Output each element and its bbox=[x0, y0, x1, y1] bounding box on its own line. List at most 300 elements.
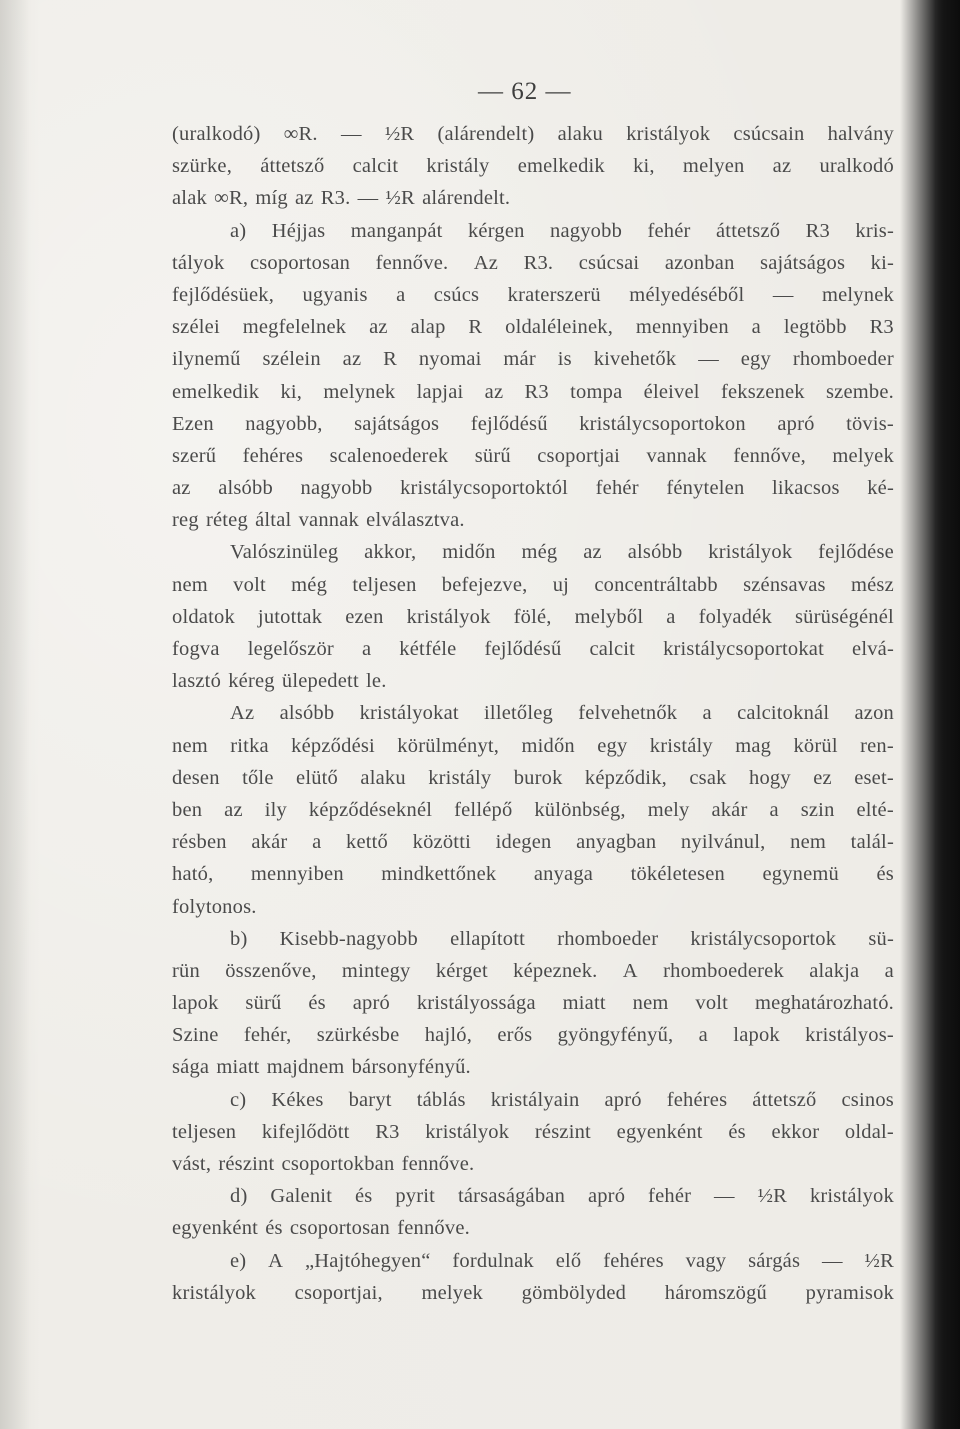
word: alaku bbox=[557, 123, 603, 145]
word: kristályok bbox=[708, 541, 793, 564]
word: kérgen bbox=[467, 219, 525, 242]
word: oldaléleinek, bbox=[505, 316, 614, 339]
word: egy bbox=[597, 734, 628, 757]
word: a bbox=[361, 638, 372, 660]
word: mész bbox=[850, 573, 894, 596]
text-line bbox=[172, 247, 894, 279]
word: apró bbox=[604, 1088, 642, 1111]
word: c) bbox=[230, 1088, 247, 1111]
word: egyenként bbox=[172, 1217, 259, 1240]
text-line bbox=[172, 536, 894, 568]
word: nyilvánul, bbox=[680, 831, 766, 854]
word: „Hajtóhegyen“ bbox=[305, 1249, 431, 1272]
text-line bbox=[172, 601, 894, 633]
word: és bbox=[265, 1217, 283, 1240]
word: szürkésbe bbox=[316, 1024, 400, 1047]
word: csúcsain bbox=[733, 123, 805, 145]
word: a bbox=[751, 316, 761, 339]
word: sága bbox=[172, 1056, 210, 1079]
word: kristályokat bbox=[359, 702, 459, 725]
word: fénytelen bbox=[666, 477, 745, 500]
word: ülepedett bbox=[281, 670, 359, 693]
word: a bbox=[312, 831, 322, 854]
word: ugyanis bbox=[302, 283, 368, 306]
word: A bbox=[622, 959, 638, 982]
word: Galenit bbox=[270, 1185, 333, 1208]
word: nem bbox=[632, 992, 669, 1015]
word: rhomboederek bbox=[663, 959, 784, 982]
word: calcitoknál bbox=[737, 702, 830, 725]
text-line bbox=[172, 1212, 894, 1244]
word: legelőször bbox=[247, 638, 334, 660]
word: az bbox=[342, 348, 362, 371]
text-line bbox=[172, 923, 894, 955]
word: elté- bbox=[856, 798, 894, 821]
word: ilynemű bbox=[172, 348, 241, 371]
text-line bbox=[172, 569, 894, 601]
word: áttetsző bbox=[752, 1088, 817, 1111]
word: kristályok bbox=[172, 1281, 256, 1304]
word: vagy bbox=[685, 1249, 727, 1272]
text-line bbox=[172, 182, 894, 214]
word: ½R bbox=[757, 1185, 788, 1208]
word: ily bbox=[264, 798, 287, 821]
word: áttetsző bbox=[716, 219, 781, 242]
word: oldal- bbox=[844, 1120, 894, 1143]
word: miatt bbox=[216, 1056, 260, 1079]
word: R bbox=[383, 348, 397, 371]
word: csoportjai bbox=[537, 444, 621, 467]
text-line bbox=[172, 730, 894, 762]
word: kristályossága bbox=[416, 992, 536, 1015]
word: az bbox=[772, 155, 792, 178]
word: le. bbox=[366, 670, 387, 693]
word: Szine bbox=[172, 1024, 219, 1047]
word: nem bbox=[172, 573, 208, 596]
word: — bbox=[772, 283, 794, 306]
word: desen bbox=[172, 766, 220, 789]
word: a bbox=[396, 283, 406, 306]
word: társaságában bbox=[457, 1185, 566, 1208]
word: Az bbox=[230, 702, 255, 725]
word: anyagban bbox=[576, 831, 657, 854]
word: ½R bbox=[384, 123, 415, 145]
word: alak bbox=[172, 187, 207, 210]
word: ható, bbox=[172, 863, 214, 886]
word: fölé, bbox=[513, 605, 552, 628]
text-line bbox=[172, 150, 894, 182]
word: vannak bbox=[298, 509, 359, 532]
word: vást, bbox=[172, 1153, 212, 1175]
word: csak bbox=[689, 766, 727, 789]
page-spine-shading bbox=[0, 0, 30, 1429]
word: Héjjas bbox=[271, 219, 326, 242]
word: fehér bbox=[648, 1185, 692, 1208]
word: gömbölyded bbox=[521, 1281, 627, 1304]
word: calcit bbox=[352, 155, 399, 178]
word: erős bbox=[497, 1024, 533, 1047]
word: szélei bbox=[172, 316, 220, 339]
text-line bbox=[172, 504, 894, 536]
word: kétféle bbox=[399, 638, 457, 660]
word: még bbox=[291, 573, 328, 596]
word: rhomboeder bbox=[557, 927, 659, 950]
word: táblás bbox=[416, 1088, 466, 1111]
word: R3. bbox=[320, 187, 351, 210]
word: melynek bbox=[821, 283, 894, 306]
word: tőle bbox=[242, 766, 274, 789]
word: szürke, bbox=[172, 155, 233, 178]
word: szénsavas bbox=[743, 573, 826, 596]
text-line bbox=[172, 633, 894, 665]
text-line bbox=[172, 891, 894, 923]
word: elválasztva. bbox=[366, 509, 465, 532]
word: elütő bbox=[296, 766, 339, 789]
text-line bbox=[172, 1180, 894, 1212]
word: a bbox=[769, 798, 779, 821]
word: sajátságos bbox=[760, 251, 846, 274]
word: alakja bbox=[809, 959, 860, 982]
word: burok bbox=[513, 766, 563, 789]
word: réteg bbox=[205, 509, 248, 532]
word: alap bbox=[410, 316, 446, 339]
word: ké- bbox=[867, 477, 894, 500]
word: R3 bbox=[375, 1120, 400, 1143]
text-line bbox=[172, 343, 894, 375]
word: akár bbox=[711, 798, 748, 821]
word: kettő bbox=[346, 831, 389, 854]
word: (alárendelt) bbox=[437, 123, 535, 145]
word: lasztó bbox=[172, 670, 222, 693]
text-line bbox=[172, 279, 894, 311]
word: szin bbox=[800, 798, 835, 821]
word: kristály bbox=[428, 766, 492, 789]
word: mélyedéséből bbox=[629, 283, 745, 306]
word: képződik, bbox=[584, 766, 667, 789]
word: legtöbb bbox=[783, 316, 847, 339]
word: elvá- bbox=[852, 638, 894, 660]
word: tompa bbox=[570, 380, 623, 403]
word: miatt bbox=[562, 992, 606, 1015]
word: midőn bbox=[442, 541, 496, 564]
word: melyből bbox=[574, 605, 644, 628]
word: sürű bbox=[474, 444, 511, 467]
word: uralkodó bbox=[819, 155, 894, 178]
word: a bbox=[698, 1024, 708, 1047]
word: lapjai bbox=[416, 380, 464, 403]
word: kristályok bbox=[425, 1120, 510, 1143]
word: csoportosan bbox=[289, 1217, 391, 1240]
word: ezen bbox=[345, 605, 384, 628]
word: ekkor bbox=[771, 1120, 820, 1143]
word: egy bbox=[740, 348, 771, 371]
word: kraterszerü bbox=[507, 283, 601, 306]
word: mennyiben bbox=[250, 863, 344, 886]
word: alsóbb bbox=[627, 541, 683, 564]
word: ellapított bbox=[450, 927, 526, 950]
word: befejezve, bbox=[441, 573, 528, 596]
text-line bbox=[172, 215, 894, 247]
word: a bbox=[702, 702, 712, 725]
word: fennőve. bbox=[397, 1217, 470, 1240]
word: és bbox=[876, 863, 894, 886]
word: (uralkodó) bbox=[172, 123, 261, 145]
word: ½R bbox=[385, 187, 415, 210]
word: Ezen bbox=[172, 412, 214, 435]
word: kristálycsoportoktól bbox=[400, 477, 569, 500]
word: fellépő bbox=[454, 798, 513, 821]
word: nagyobb bbox=[550, 219, 623, 242]
word: tövis- bbox=[846, 412, 894, 435]
word: még bbox=[521, 541, 558, 564]
word: sürüségénél bbox=[794, 605, 894, 628]
word: reg bbox=[172, 509, 199, 532]
word: fogva bbox=[172, 638, 220, 660]
word: mennyiben bbox=[635, 316, 729, 339]
word: egynemü bbox=[762, 863, 840, 886]
word: ki, bbox=[280, 380, 303, 403]
word: R3. bbox=[523, 251, 554, 274]
word: kris- bbox=[855, 219, 894, 242]
word: csoportosan bbox=[249, 251, 351, 274]
word: kristály bbox=[649, 734, 713, 757]
word: alsóbb bbox=[218, 477, 273, 500]
word: már bbox=[503, 348, 536, 371]
word: jutottak bbox=[257, 605, 323, 628]
word: Az bbox=[473, 251, 499, 274]
word: hogy bbox=[749, 766, 791, 789]
word: folytonos. bbox=[172, 895, 257, 918]
word: kristálycsoportokat bbox=[663, 638, 824, 660]
word: csúcs bbox=[433, 283, 480, 306]
word: csoportokban bbox=[281, 1153, 395, 1175]
text-line bbox=[172, 311, 894, 343]
word: áttetsző bbox=[260, 155, 325, 178]
word: lapok bbox=[733, 1024, 780, 1047]
word: csúcsai bbox=[578, 251, 640, 274]
word: fordulnak bbox=[452, 1249, 534, 1272]
word: kristálycsoportokon bbox=[579, 412, 746, 435]
word: képeznek. bbox=[513, 959, 598, 982]
word: ∞R. bbox=[283, 123, 318, 145]
word: apró bbox=[777, 412, 815, 435]
word: a) bbox=[230, 219, 247, 242]
word: pyramisok bbox=[805, 1281, 894, 1304]
word: calcit bbox=[589, 638, 636, 660]
word: a bbox=[884, 959, 894, 982]
word: és bbox=[728, 1120, 746, 1143]
word: R3 bbox=[524, 380, 549, 403]
word: ½R bbox=[864, 1249, 894, 1272]
word: körülményt, bbox=[397, 734, 500, 757]
word: idegen bbox=[495, 831, 552, 854]
text-line bbox=[172, 408, 894, 440]
word: kristályok bbox=[809, 1185, 894, 1208]
word: kivehetők bbox=[593, 348, 677, 371]
text-line bbox=[172, 826, 894, 858]
word: nyomai bbox=[418, 348, 482, 371]
word: ki, bbox=[633, 155, 655, 178]
word: mely bbox=[647, 798, 690, 821]
word: alárendelt. bbox=[422, 187, 511, 210]
word: kéreg bbox=[228, 670, 275, 693]
word: kristályok bbox=[626, 123, 711, 145]
word: Kisebb-nagyobb bbox=[279, 927, 418, 950]
word: fehéres bbox=[603, 1249, 664, 1272]
text-line bbox=[172, 118, 894, 150]
word: fennőve. bbox=[401, 1153, 475, 1175]
word: elő bbox=[555, 1249, 582, 1272]
word: résben bbox=[172, 831, 227, 854]
word: felvehetnők bbox=[578, 702, 678, 725]
word: megfelelnek bbox=[242, 316, 347, 339]
word: egyenként bbox=[616, 1120, 703, 1143]
word: tökéletesen bbox=[630, 863, 725, 886]
word: kristályain bbox=[490, 1088, 580, 1111]
word: az bbox=[294, 187, 314, 210]
word: és bbox=[354, 1185, 373, 1208]
word: uj bbox=[552, 573, 570, 596]
word: nagyobb, bbox=[245, 412, 323, 435]
word: nem bbox=[172, 734, 208, 757]
word: majdnem bbox=[266, 1056, 345, 1079]
text-line bbox=[172, 987, 894, 1019]
text-line bbox=[172, 1277, 894, 1309]
word: fejlődésű bbox=[484, 638, 562, 660]
word: háromszögű bbox=[664, 1281, 767, 1304]
word: fehéres bbox=[242, 444, 304, 467]
word: ez bbox=[813, 766, 832, 789]
word: R3 bbox=[805, 219, 830, 242]
text-line bbox=[172, 762, 894, 794]
text-line bbox=[172, 1245, 894, 1277]
word: — bbox=[714, 1185, 735, 1208]
word: és bbox=[308, 992, 326, 1015]
word: rhomboeder bbox=[792, 348, 894, 371]
text-line bbox=[172, 472, 894, 504]
word: tályok bbox=[172, 251, 225, 274]
word: R3 bbox=[869, 316, 894, 339]
word: szerű bbox=[172, 444, 217, 467]
word: alsóbb bbox=[279, 702, 335, 725]
word: fehér, bbox=[243, 1024, 292, 1047]
word: csinos bbox=[841, 1088, 894, 1111]
word: azon bbox=[854, 702, 894, 725]
word: fehéres bbox=[666, 1088, 728, 1111]
word: ritka bbox=[230, 734, 269, 757]
word: az bbox=[484, 380, 504, 403]
body-text bbox=[172, 118, 894, 1309]
word: Kékes bbox=[271, 1088, 324, 1111]
word: részint bbox=[534, 1120, 591, 1143]
word: azonban bbox=[664, 251, 735, 274]
word: baryt bbox=[348, 1088, 392, 1111]
word: talál- bbox=[850, 831, 894, 854]
word: kristályos- bbox=[805, 1024, 894, 1047]
word: részint bbox=[218, 1153, 275, 1175]
word: midőn bbox=[521, 734, 575, 757]
word: rün bbox=[172, 959, 200, 982]
word: volt bbox=[233, 573, 266, 596]
word: képződéseknél bbox=[308, 798, 433, 821]
word: — bbox=[357, 187, 379, 210]
word: meghatározható. bbox=[754, 992, 894, 1015]
word: halvány bbox=[827, 123, 894, 145]
text-line bbox=[172, 376, 894, 408]
text-line bbox=[172, 1084, 894, 1116]
word: teljesen bbox=[172, 1120, 237, 1143]
word: illetőleg bbox=[484, 702, 554, 725]
text-line bbox=[172, 697, 894, 729]
word: szembe. bbox=[825, 380, 894, 403]
word: fejlődésüek, bbox=[172, 283, 275, 306]
word: e) bbox=[230, 1249, 247, 1272]
word: sürű bbox=[245, 992, 282, 1015]
word: oldatok bbox=[172, 605, 235, 628]
word: gyöngyfényű, bbox=[557, 1024, 674, 1047]
word: A bbox=[268, 1249, 284, 1272]
word: b) bbox=[230, 927, 248, 950]
word: fennőve. bbox=[375, 251, 449, 274]
word: Valószinüleg bbox=[230, 541, 339, 564]
word: szélein bbox=[262, 348, 321, 371]
word: alaku bbox=[360, 766, 406, 789]
word: sü- bbox=[868, 927, 894, 950]
word: concentráltabb bbox=[594, 573, 718, 596]
text-line bbox=[172, 665, 894, 697]
word: kristály bbox=[426, 155, 490, 178]
word: — bbox=[821, 1249, 843, 1272]
word: a bbox=[666, 605, 676, 628]
word: akár bbox=[251, 831, 288, 854]
word: fehér bbox=[595, 477, 639, 500]
word: kristályok bbox=[406, 605, 491, 628]
word: fennőve, bbox=[733, 444, 806, 467]
text-line bbox=[172, 1148, 894, 1180]
word: körül bbox=[793, 734, 838, 757]
word: d) bbox=[230, 1185, 248, 1208]
word: emelkedik bbox=[517, 155, 605, 178]
page-number: — 62 — bbox=[478, 78, 572, 105]
word: apró bbox=[587, 1185, 626, 1208]
word: az bbox=[224, 798, 243, 821]
word: kristálycsoportok bbox=[690, 927, 837, 950]
word: kifejlődött bbox=[261, 1120, 350, 1143]
word: folyadék bbox=[698, 605, 772, 628]
text-line bbox=[172, 955, 894, 987]
word: mintegy bbox=[341, 959, 411, 982]
text-line bbox=[172, 794, 894, 826]
word: apró bbox=[352, 992, 390, 1015]
word: míg bbox=[255, 187, 288, 210]
word: mag bbox=[735, 734, 772, 757]
word: kérget bbox=[435, 959, 488, 982]
word: az bbox=[172, 477, 191, 500]
word: fejlődése bbox=[818, 541, 894, 564]
word: ∞R, bbox=[214, 187, 249, 210]
word: pyrit bbox=[395, 1185, 436, 1208]
word: sárgás bbox=[748, 1249, 801, 1272]
word: éleivel bbox=[643, 380, 700, 403]
word: vannak bbox=[646, 444, 707, 467]
word: volt bbox=[695, 992, 729, 1015]
word: fehér bbox=[647, 219, 691, 242]
word: melyek bbox=[421, 1281, 483, 1304]
word: scalenoederek bbox=[329, 444, 449, 467]
word: melyen bbox=[682, 155, 745, 178]
text-line bbox=[172, 1051, 894, 1083]
word: ben bbox=[172, 798, 203, 821]
